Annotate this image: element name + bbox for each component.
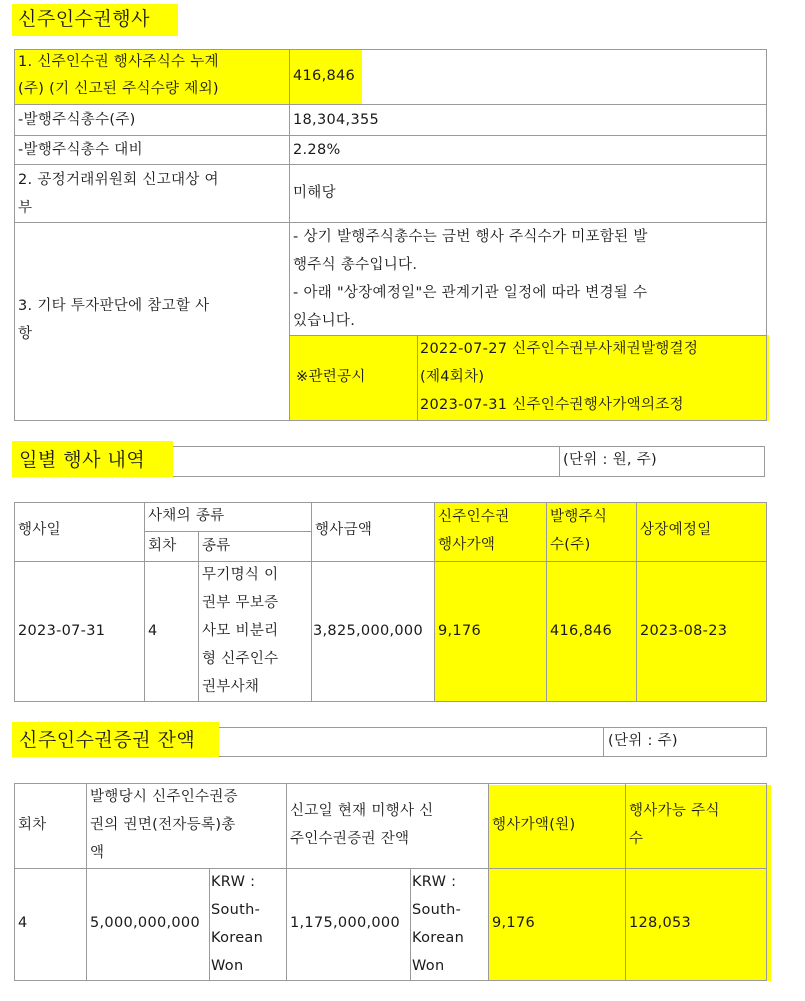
balance-row-issued-currency: KRW : South- Korean Won (211, 874, 264, 974)
daily-unit-divider (559, 446, 560, 477)
daily-row-listing: 2023-08-23 (640, 623, 728, 639)
balance-header-available: 행사가능 주식 수 (629, 803, 720, 847)
row3-value: 2.28% (293, 142, 341, 158)
balance-header-issued: 발행당시 신주인수권증 권의 권면(전자등록)총 액 (90, 789, 238, 861)
row4-label: 2. 공정거래위원회 신고대상 여 부 (18, 172, 219, 216)
related-lines: 2022-07-27 신주인수권부사채권발행결정 (제4회차) 2023-07-31 신주인수권행사가액의조정 (420, 341, 699, 413)
row1-value: 416,846 (293, 68, 356, 84)
daily-col-4 (434, 502, 435, 702)
daily-header-bond-type: 사채의 종류 (148, 508, 225, 524)
row2-value: 18,304,355 (293, 112, 380, 128)
balance-row-round: 4 (18, 915, 28, 931)
balance-row-remaining-amount: 1,175,000,000 (290, 915, 400, 931)
balance-row-remaining-currency: KRW : South- Korean Won (412, 874, 465, 974)
balance-header-round: 회차 (18, 817, 47, 833)
balance-table (14, 783, 767, 981)
daily-row-price: 9,176 (438, 623, 482, 639)
daily-header-price: 신주인수권 행사가액 (438, 509, 510, 553)
daily-row-amount: 3,825,000,000 (313, 623, 423, 639)
daily-header-amount: 행사금액 (315, 522, 373, 538)
balance-header-bottom (14, 868, 767, 869)
summary-row-divider-3 (14, 164, 767, 165)
daily-header-shares: 발행주식 수(주) (550, 509, 608, 553)
balance-col-6 (625, 783, 626, 981)
row2-label: -발행주식총수(주) (18, 112, 136, 128)
daily-col-5 (546, 502, 547, 702)
daily-row-shares: 416,846 (550, 623, 613, 639)
balance-row-price: 9,176 (492, 915, 536, 931)
daily-col-3 (311, 502, 312, 702)
daily-row-kind: 무기명식 이 권부 무보증 사모 비분리 형 신주인수 권부사채 (202, 567, 279, 695)
daily-row-round: 4 (148, 623, 158, 639)
daily-header-kind: 종류 (202, 538, 231, 554)
page-title: 신주인수권행사 (18, 8, 150, 30)
balance-unit: (단위 : 주) (608, 733, 678, 749)
daily-unit: (단위 : 원, 주) (563, 452, 657, 468)
daily-col-6 (636, 502, 637, 702)
daily-header-date: 행사일 (18, 522, 61, 538)
daily-title: 일별 행사 내역 (19, 449, 146, 471)
balance-header-remaining: 신고일 현재 미행사 신 주인수권증권 잔액 (290, 803, 434, 847)
daily-header-bottom (14, 561, 767, 562)
balance-col-1 (86, 783, 87, 981)
daily-col-1 (144, 502, 145, 702)
daily-header-listing: 상장예정일 (640, 522, 712, 538)
row5-note: - 상기 발행주식총수는 금번 행사 주식수가 미포함된 발 행주식 총수입니다. - 아래 "상장예정일"은 관계기관 일정에 따라 변경될 수 있습니다. (293, 229, 648, 329)
daily-row-date: 2023-07-31 (18, 623, 106, 639)
balance-col-2 (209, 868, 210, 981)
balance-row-available: 128,053 (629, 915, 692, 931)
daily-table (14, 502, 767, 702)
summary-table (14, 49, 767, 421)
daily-header-round: 회차 (148, 538, 177, 554)
balance-row-issued-amount: 5,000,000,000 (90, 915, 200, 931)
balance-col-4 (410, 868, 411, 981)
row5-label: 3. 기타 투자판단에 참고할 사 항 (18, 298, 210, 342)
balance-col-5 (488, 783, 489, 981)
row3-label: -발행주식총수 대비 (18, 142, 143, 158)
balance-unit-divider (603, 727, 604, 757)
row1-label: 1. 신주인수권 행사주식수 누계 (주) (기 신고된 주식수량 제외) (18, 54, 219, 97)
daily-col-2 (198, 531, 199, 702)
related-col-divider (417, 335, 418, 421)
balance-col-3 (286, 783, 287, 981)
related-label: ※관련공시 (296, 369, 366, 385)
balance-header-price: 행사가액(원) (492, 817, 576, 833)
balance-title: 신주인수권증권 잔액 (19, 729, 196, 751)
summary-row-divider-1 (14, 104, 767, 105)
row4-value: 미해당 (293, 185, 336, 201)
